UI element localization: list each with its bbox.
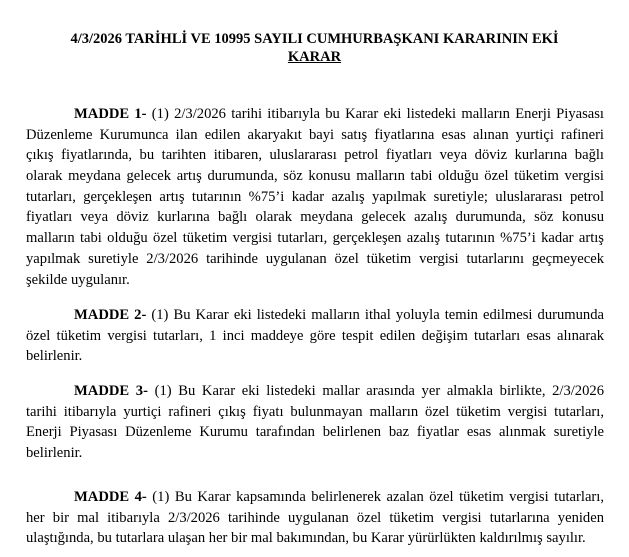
article-3: [26, 381, 604, 464]
document-subtitle: KARAR: [287, 49, 342, 65]
article-line: malların tabi olduğu özel tüketim vergisi tutarları, gerçekleşen azalış tutarının %75’i kadar artış: [26, 230, 604, 247]
article-line: her bir mal itibarıyla 2/3/2026 tarihinde uygulanan özel tüketim vergisi tutarlarına yeniden: [26, 509, 604, 526]
article-label: MADDE 4-: [74, 489, 147, 505]
article-line: tarihi itibarıyla yurtiçi rafineri çıkış fiyatı bulunmayan malların özel tüketim vergisi tutarları,: [26, 403, 604, 420]
article-label: MADDE 1-: [74, 106, 147, 122]
article-line: belirlenir.: [26, 348, 83, 365]
article-line: fiyatları veya döviz kurlarına bağlı olarak meydana gelecek azalış durumunda, söz konusu: [26, 209, 604, 226]
article-line: Enerji Piyasası Düzenleme Kurumu tarafından belirlenen baz fiyatlar esas alınmak suretiyle: [26, 424, 604, 441]
article-line: çıkış fiyatlarında, bu tarihten itibaren, uluslararası petrol fiyatları veya döviz kurlarına bağlı: [26, 147, 604, 164]
article-line: Düzenleme Kurumunca ilan edilen akaryakıt bayi satış fiyatlarına esas alınan yurtiçi rafineri: [26, 126, 604, 143]
article-line: MADDE 2- (1) Bu Karar eki listedeki malların ithal yoluyla temin edilmesi durumunda: [74, 307, 604, 323]
article-line: ulaştığında, bu tutarlara ulaşan her bir mal bakımından, bu Karar yürürlükten kaldırılmış sayılır.: [26, 530, 586, 547]
article-line: şekilde uygulanır.: [26, 271, 130, 288]
article-2: [26, 305, 604, 367]
article-line: MADDE 1- (1) 2/3/2026 tarihi itibarıyla bu Karar eki listedeki malların Enerji Piyasası: [74, 106, 604, 122]
article-line: belirlenir.: [26, 445, 83, 462]
article-line: özel tüketim vergisi tutarları, 1 inci maddeye göre tespit edilen değişim tutarları esas alınarak: [26, 327, 604, 344]
article-4: [26, 487, 604, 549]
article-line: tutarları, gerçekleşen artış tutarının %75’i kadar azalış yapılmak suretiyle; uluslararası petrol: [26, 188, 604, 205]
article-line: MADDE 3- (1) Bu Karar eki listedeki mallar arasında yer almakla birlikte, 2/3/2026: [74, 383, 604, 399]
document-title: 4/3/2026 TARİHLİ VE 10995 SAYILI CUMHURBAŞKANI KARARININ EKİ: [70, 31, 559, 47]
article-line: olarak meydana gelecek artış durumunda, söz konusu malların tabi olduğu özel tüketim vergisi: [26, 168, 604, 185]
article-label: MADDE 2-: [74, 307, 147, 323]
article-label: MADDE 3-: [74, 383, 148, 399]
article-line: MADDE 4- (1) Bu Karar kapsamında belirlenerek azalan özel tüketim vergisi tutarları,: [74, 489, 604, 505]
article-1: [26, 104, 604, 290]
article-line: yapılmak suretiyle 2/3/2026 tarihinde uygulanan özel tüketim vergisi tutarlarını geçmeyecek: [26, 250, 604, 267]
